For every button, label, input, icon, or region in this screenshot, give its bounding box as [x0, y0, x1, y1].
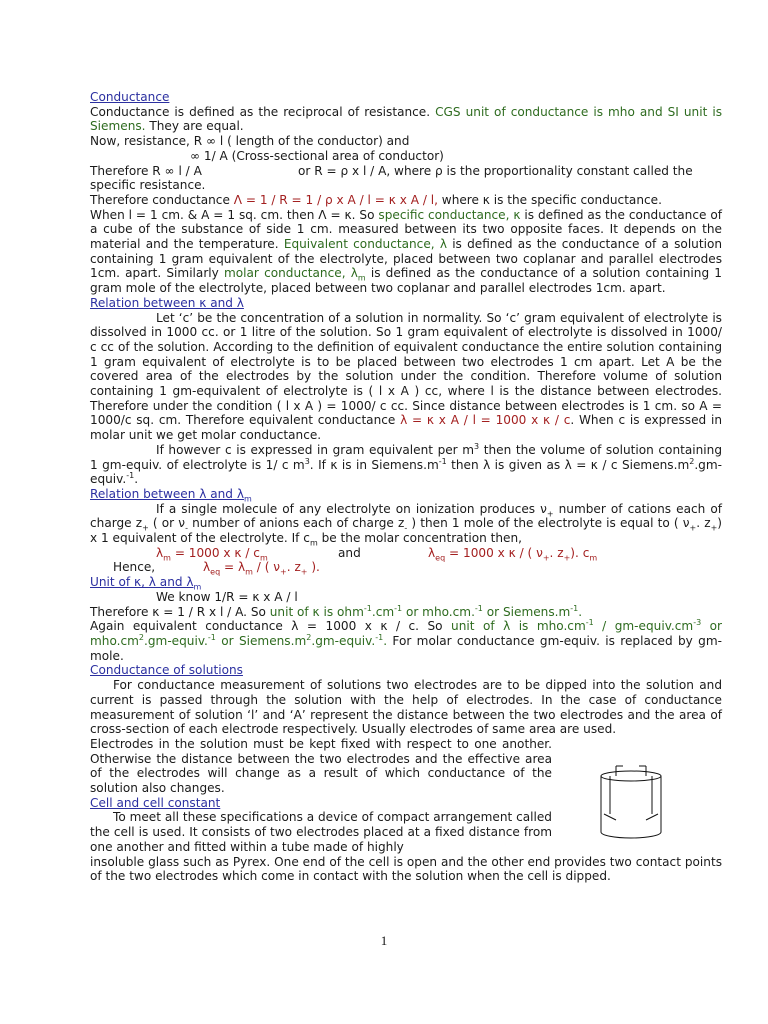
- heading-conductance: Conductance: [90, 90, 170, 104]
- page-number: 1: [380, 933, 388, 948]
- line-we-know: We know 1/R = κ x A / l: [156, 589, 298, 604]
- paragraph-conductance-types: Therefore conductance Λ = 1 / R = 1 / ρ x A / l = κ x A / l, where κ is the specific conductance. When l = 1 cm. & A = 1 sq. cm. then Λ = κ. So specific conductance, κ is defined as the conductance of a cube of the substance of side 1 cm. measured between its two opposite faces. It depends on the material and the temperature. Equivalent conductance, λ is defined as the conductance of a solution containing 1 gram equivalent of the electrolyte, placed between two coplanar and parallel electrodes 1cm. apart. Similarly molar conductance, $\lambda_m$ is defined as the conductance of a solution containing 1 gram mole of the electrolyte, placed between two coplanar and parallel electrodes 1cm. apart.: [90, 192, 723, 296]
- heading-relation-lambda-lambdam: Relation between λ and $\lambda_m$: [90, 486, 252, 504]
- line-area: ∞ 1/ A (Cross-sectional area of conductor): [190, 148, 444, 163]
- heading-units: Unit of κ, λ and $\lambda_m$: [90, 575, 202, 592]
- paragraph-unit-lambda: Again equivalent conductance λ = 1000 x κ / c. So unit of λ is $mho.cm^{-1}$ / $gm-equiv.cm^{-3}$ or $mho.cm^2.gm-equiv.^{-1}$ or $Siemens.m^2.gm-equiv.^{-1}$. For molar conductance gm-equiv. is replaced by gm-mole.: [90, 618, 723, 663]
- right-electrode: [646, 814, 658, 820]
- line-unit-kappa: Therefore κ = 1 / R x l / A. So unit of κ is $ohm^{-1}.cm^{-1}$ or mho.cm.$^{-1}$ or $Siemens.m^{-1}$.: [90, 603, 583, 619]
- paragraph-cell-part1: To meet all these specifications a device of compact arrangement called the cell is used. It consists of two electrodes placed at a fixed distance from one another and fitted within a tube made of highly: [90, 810, 552, 854]
- heading-cell-constant: Cell and cell constant: [90, 795, 221, 810]
- paragraph-ionization: If a single molecule of any electrolyte on ionization produces $\nu_+$ number of cations each of charge $z_+$ ( or $\nu_-$ number of anions each of charge $z_-$ ) then 1 mole of the electrolyte is equal to ( $\nu_+$. $z_+$) x 1 equivalent of the electrolyte. If $c_m$ be the molar concentration then,: [90, 501, 723, 548]
- left-electrode: [604, 814, 616, 820]
- paragraph-gram-equivalent: If however c is expressed in gram equivalent per $m^3$ then the volume of solution containing 1 gm-equiv. of electrolyte is 1/ c $m^3$. If κ is in $Siemens.m^{-1}$ then λ is given as λ = κ / c $Siemens.m^2.gm-equiv.^{-1}$.: [90, 441, 722, 487]
- paragraph-conductance-definition: Conductance is defined as the reciprocal of resistance. CGS unit of conductance is mho and SI unit is Siemens. They are equal.: [90, 104, 722, 134]
- equation-molar-conductance: $\lambda_m = 1000$ x κ / $c_m$ and $\lambda_{eq} = 1000$ x κ / ( $\nu_+$. $z_+$). $c_m$: [156, 545, 598, 563]
- paragraph-conductance-solutions: For conductance measurement of solutions two electrodes are to be dipped into the solution and current is passed through the solution with the help of electrodes. In the case of conductance measurement of solution ‘l’ and ‘A’ represent the distance between the two electrodes and the area of cross-section of each electrode respectively. Usually electrodes of same area are used.: [90, 678, 722, 737]
- line-resistance: Now, resistance, R ∞ l ( length of the conductor) and: [90, 134, 410, 149]
- equation-hence: Hence, $\lambda_{eq} = \lambda_m$ / ( $\nu_+$. $z_+$ ).: [113, 560, 320, 577]
- conductivity-cell-figure: [596, 762, 666, 844]
- paragraph-cell-part2: insoluble glass such as Pyrex. One end of the cell is open and the other end provides two contact points of the two electrodes which come in contact with the solution when the cell is dipped.: [90, 854, 722, 884]
- heading-conductance-solutions: Conductance of solutions: [90, 663, 243, 678]
- line-therefore-resistance: Therefore R ∞ l / A or R = ρ x l / A, where ρ is the proportionality constant called the: [90, 163, 693, 178]
- heading-relation-kappa-lambda: Relation between κ and λ: [90, 295, 244, 310]
- line-specific-resistance: specific resistance.: [90, 178, 206, 193]
- paragraph-electrodes-fixed: Electrodes in the solution must be kept fixed with respect to one another. Otherwise the distance between the two electrodes and the effective area of the electrodes will change as a result of which conductance of the solution also changes.: [90, 736, 552, 796]
- cell-bottom: [601, 832, 661, 838]
- paragraph-relation-kappa-lambda: Let ‘c’ be the concentration of a solution in normality. So ‘c’ gram equivalent of electrolyte is dissolved in 1000 cc. or 1 litre of the solution. So 1 gram equivalent of electrolyte is dissolved in 1000/ c cc of the solution. According to the definition of equivalent conductance the entire solution containing 1 gram equivalent of electrolyte is to be placed between two electrodes 1 cm apart. Let A be the covered area of the electrodes by the solution under the condition. Therefore volume of solution containing 1 gm-equivalent of electrolyte is ( l x A ) cc, where l is the distance between electrodes. Therefore under the condition ( l x A ) = 1000/ c cc. Since distance between electrodes is 1 cm. so A = 1000/c sq. cm. Therefore equivalent conductance λ = κ x A / l = 1000 x κ / c. When c is expressed in molar unit we get molar conductance.: [90, 310, 722, 443]
